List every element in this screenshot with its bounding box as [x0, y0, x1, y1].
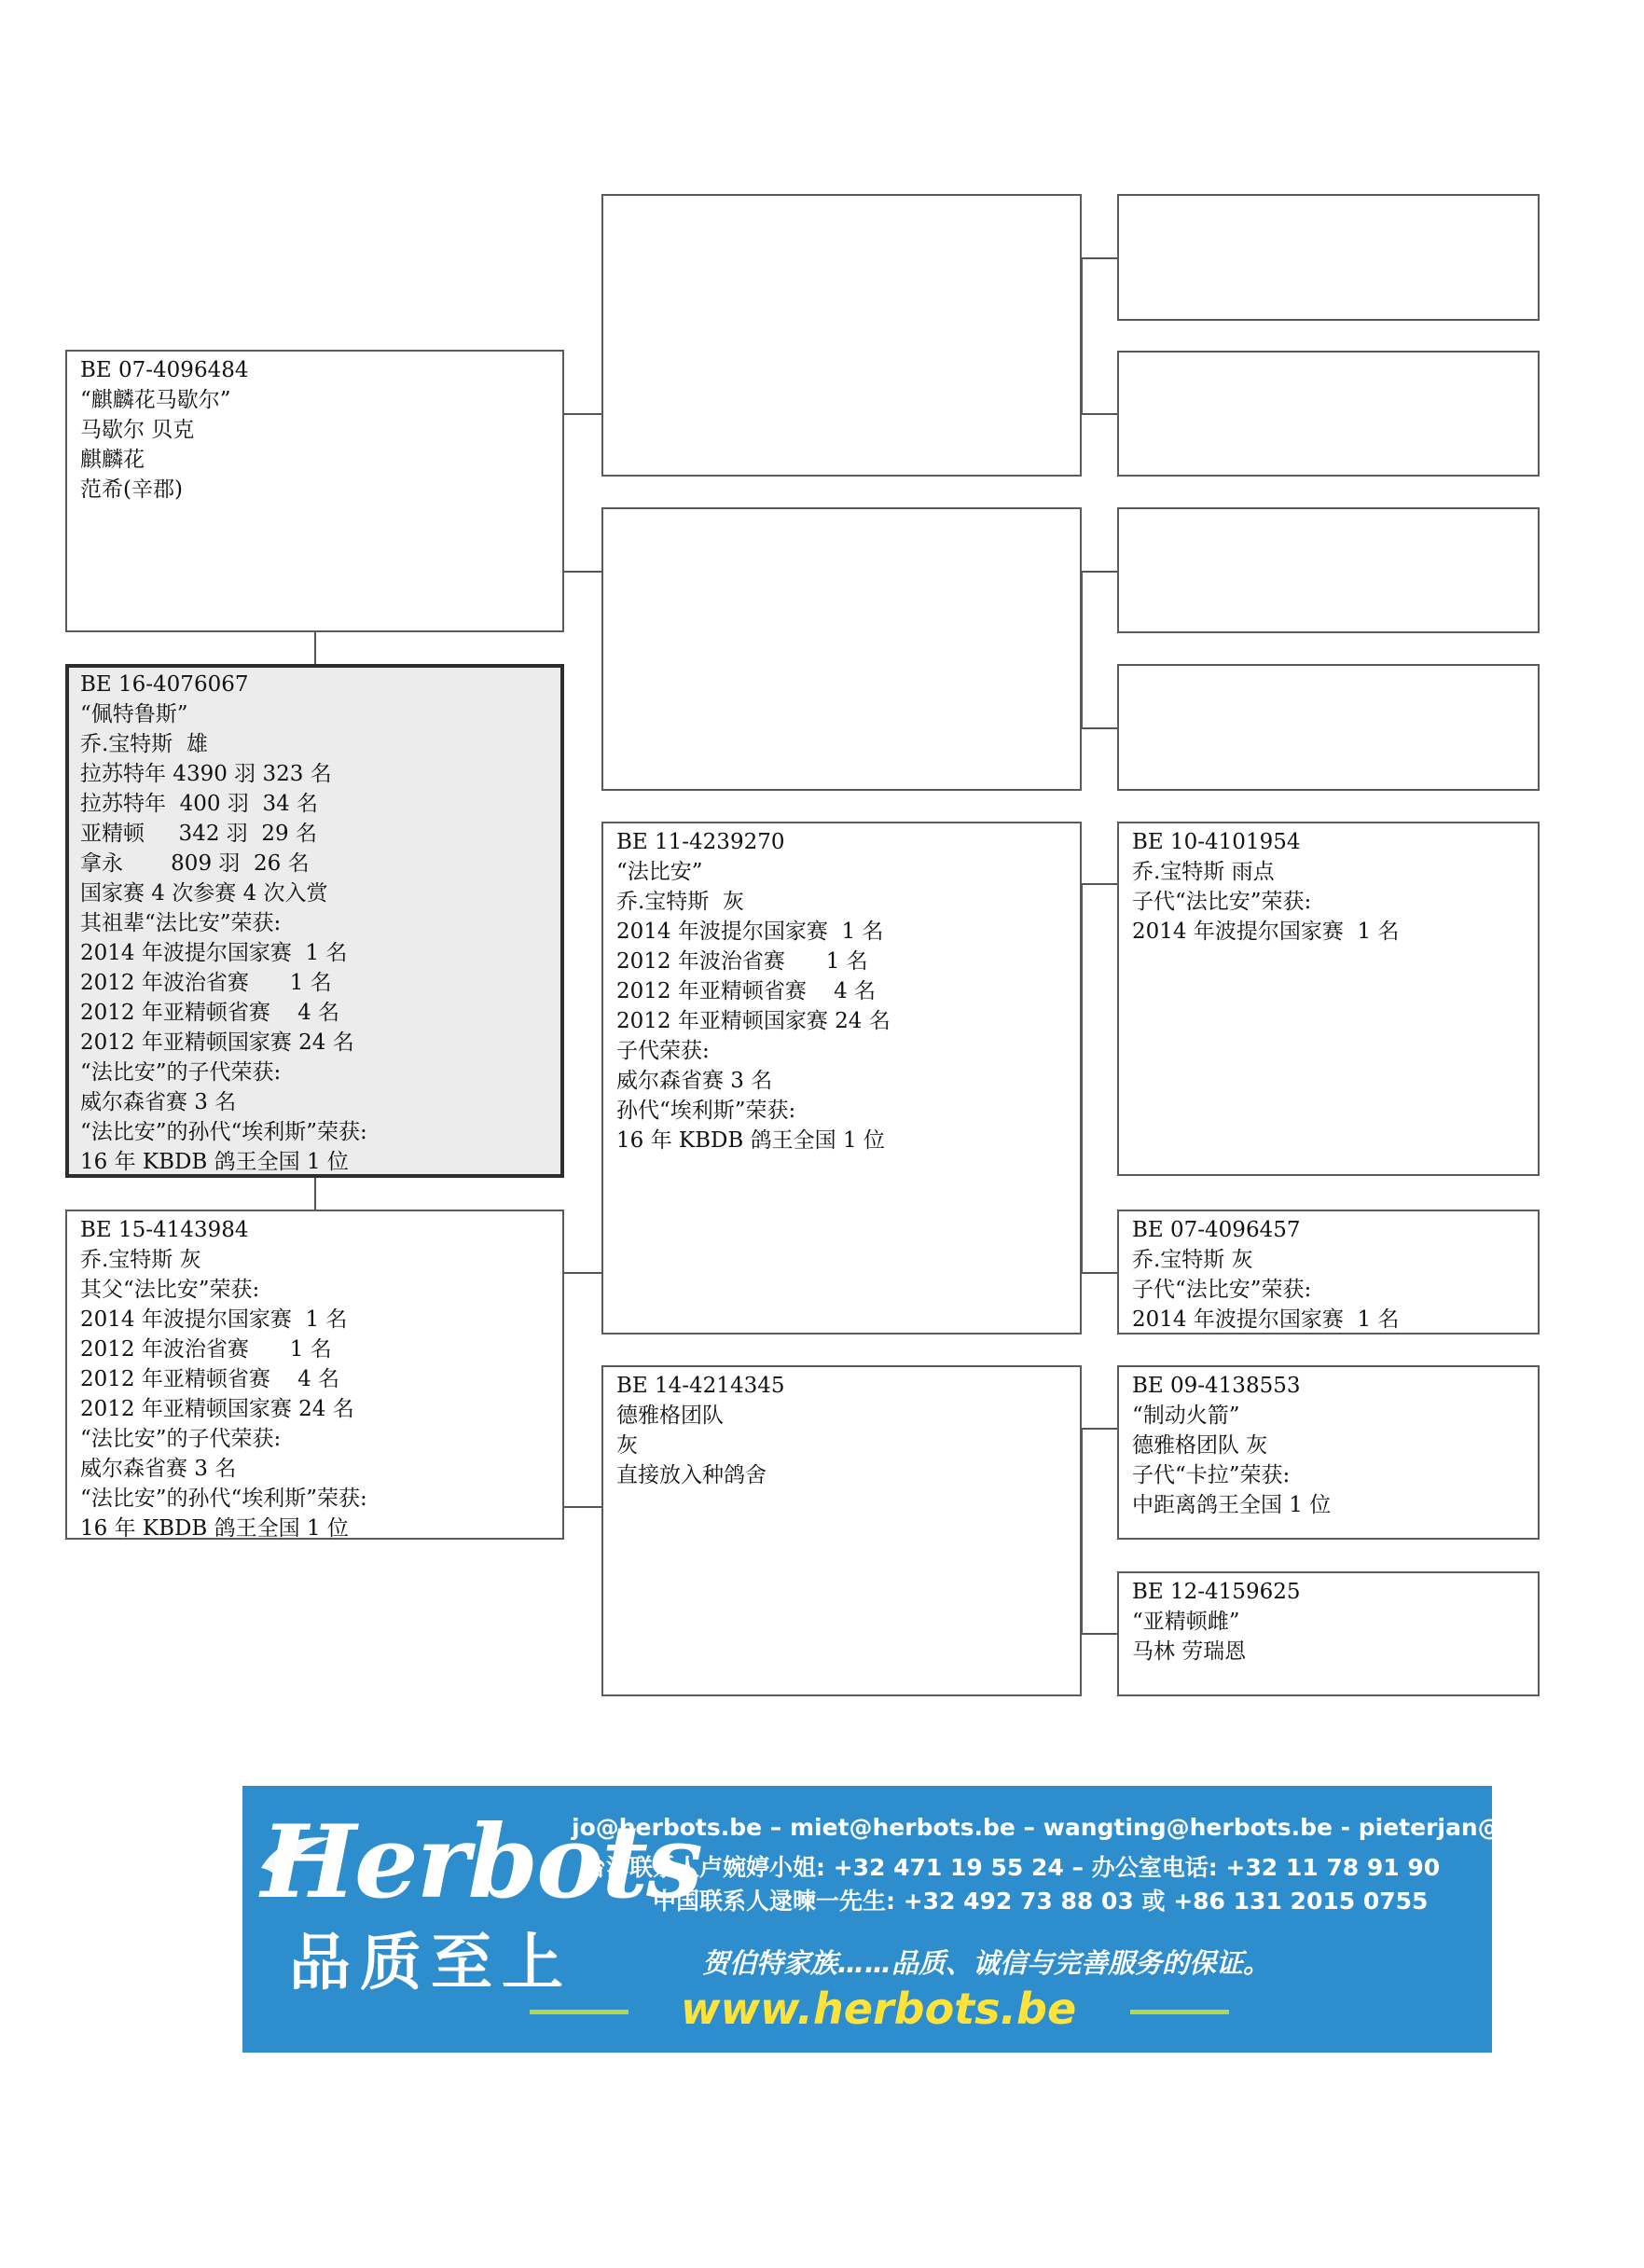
dam-sire-card — [601, 822, 1082, 1335]
connector-sire-gp — [563, 413, 602, 415]
card-line: 子代荣获: — [616, 1039, 710, 1063]
sire-sire-card — [601, 194, 1082, 477]
card-line: 孙代“埃利斯”荣获: — [616, 1099, 796, 1123]
banner-emails: jo@herbots.be – miet@herbots.be – wangting@herbots.be - pieterjan@herbots.be — [572, 1814, 1644, 1841]
card-line: 马歇尔 贝克 — [80, 418, 195, 442]
herbots-logo: Herbots — [261, 1804, 701, 1921]
card-line: 2012 年波治省赛 1 名 — [80, 1337, 332, 1362]
card-line: 马林 劳瑞恩 — [1132, 1639, 1247, 1664]
card-line: 16 年 KBDB 鸽王全国 1 位 — [80, 1150, 349, 1174]
card-line: 威尔森省赛 3 名 — [80, 1090, 237, 1114]
card-line: 灰 — [616, 1433, 638, 1458]
sire-dam-card — [601, 507, 1082, 791]
card-line: 拉苏特年 400 羽 34 名 — [80, 792, 319, 816]
connector-ggp2 — [1081, 413, 1118, 415]
herbots-banner — [242, 1786, 1644, 2053]
card-line: 2012 年亚精顿省赛 4 名 — [616, 979, 877, 1003]
card-line: 2012 年亚精顿省赛 4 名 — [80, 1367, 340, 1391]
ring-number: BE 14-4214345 — [616, 1374, 785, 1398]
sire-card — [65, 350, 564, 632]
connector-sire-subject — [314, 631, 316, 665]
card-line: 2014 年波提尔国家赛 1 名 — [1132, 1307, 1400, 1332]
card-line: 2012 年亚精顿省赛 4 名 — [80, 1001, 340, 1025]
card-line: 乔.宝特斯 雨点 — [1132, 860, 1275, 884]
ggp-card-2 — [1117, 351, 1540, 477]
ring-number: BE 10-4101954 — [1132, 830, 1301, 854]
card-line: “制动火箭” — [1132, 1404, 1240, 1428]
card-line: 乔.宝特斯 灰 — [1132, 1248, 1253, 1272]
card-line: 麒麟花 — [80, 448, 145, 472]
connector-ggp7 — [1081, 1428, 1118, 1430]
banner-slogan: 品质至上 — [289, 1927, 573, 1998]
connector-ggp8 — [1081, 1633, 1118, 1635]
banner-motto: 贺伯特家族……品质、诚信与完善服务的保证。 — [702, 1947, 1271, 1979]
card-line: “法比安”的孙代“埃利斯”荣获: — [80, 1120, 367, 1144]
banner-divider-right — [1130, 2010, 1229, 2014]
card-line: “法比安”的子代荣获: — [80, 1427, 282, 1451]
ggp-card-8 — [1117, 1571, 1540, 1696]
ring-number: BE 09-4138553 — [1132, 1374, 1301, 1398]
card-line: 德雅格团队 灰 — [1132, 1433, 1268, 1458]
connector-ggp6 — [1081, 1272, 1118, 1274]
connector-dam-gp-dam — [563, 1506, 602, 1508]
connector-ggp4 — [1081, 727, 1118, 729]
card-line: 2014 年波提尔国家赛 1 名 — [80, 1307, 348, 1332]
banner-website-link[interactable]: www.herbots.be — [681, 1984, 1077, 2034]
connector-ggp3 — [1081, 571, 1118, 573]
ring-number: BE 12-4159625 — [1132, 1580, 1301, 1604]
connector-subject-dam — [314, 1177, 316, 1210]
card-line: 乔.宝特斯 灰 — [616, 890, 744, 914]
card-line: 2012 年亚精顿国家赛 24 名 — [616, 1009, 891, 1033]
card-line: 子代“法比安”荣获: — [1132, 1278, 1312, 1302]
ggp-card-1 — [1117, 194, 1540, 321]
card-line: “佩特鲁斯” — [80, 702, 188, 726]
card-line: 2012 年波治省赛 1 名 — [616, 949, 868, 974]
banner-china-contact: 中国联系人逯暕一先生: +32 492 73 88 03 或 +86 131 2015 0755 — [653, 1888, 1429, 1915]
card-line: 2012 年亚精顿国家赛 24 名 — [80, 1397, 354, 1421]
card-line: 2014 年波提尔国家赛 1 名 — [1132, 920, 1400, 944]
card-line: 2014 年波提尔国家赛 1 名 — [616, 920, 884, 944]
card-line: 2014 年波提尔国家赛 1 名 — [80, 941, 348, 965]
card-line: “法比安”的子代荣获: — [80, 1060, 282, 1085]
card-line: 2012 年波治省赛 1 名 — [80, 971, 332, 995]
connector-dam-gp — [563, 1272, 602, 1274]
ggp-card-3 — [1117, 507, 1540, 633]
card-line: 子代“卡拉”荣获: — [1132, 1463, 1291, 1487]
banner-divider-left — [530, 2010, 629, 2014]
banner-taiwan-contact: 台湾联系人卢婉婷小姐: +32 471 19 55 24 – 办公室电话: +32 11 78 91 90 — [583, 1854, 1441, 1881]
card-line: “法比安” — [616, 860, 703, 884]
ring-number: BE 07-4096484 — [80, 358, 249, 382]
card-line: 子代“法比安”荣获: — [1132, 890, 1312, 914]
connector-ggp1 — [1081, 257, 1118, 259]
ggp-card-5 — [1117, 822, 1540, 1176]
ring-number: BE 07-4096457 — [1132, 1218, 1301, 1242]
card-line: 16 年 KBDB 鸽王全国 1 位 — [616, 1128, 885, 1153]
ggp-card-6 — [1117, 1210, 1540, 1335]
card-line: 拉苏特年 4390 羽 323 名 — [80, 762, 332, 786]
card-line: 拿永 809 羽 26 名 — [80, 851, 310, 876]
dam-dam-card — [601, 1365, 1082, 1696]
ring-number: BE 15-4143984 — [80, 1218, 249, 1242]
card-line: 中距离鸽王全国 1 位 — [1132, 1493, 1332, 1517]
connector-sire-gp-dam — [563, 571, 602, 573]
ggp-card-4 — [1117, 664, 1540, 791]
card-line: 德雅格团队 — [616, 1404, 724, 1428]
card-line: 16 年 KBDB 鸽王全国 1 位 — [80, 1516, 349, 1541]
card-line: 亚精顿 342 羽 29 名 — [80, 822, 317, 846]
card-line: 其祖辈“法比安”荣获: — [80, 911, 282, 935]
subject-pigeon-card — [65, 664, 564, 1178]
card-line: “法比安”的孙代“埃利斯”荣获: — [80, 1487, 367, 1511]
card-line: 威尔森省赛 3 名 — [616, 1069, 773, 1093]
card-line: 乔.宝特斯 灰 — [80, 1248, 201, 1272]
card-line: 直接放入种鸽舍 — [616, 1463, 767, 1487]
ring-number: BE 11-4239270 — [616, 830, 785, 854]
card-line: “麒麟花马歇尔” — [80, 388, 231, 412]
card-line: 2012 年亚精顿国家赛 24 名 — [80, 1030, 354, 1055]
card-line: 范希(辛郡) — [80, 477, 183, 502]
card-line: 威尔森省赛 3 名 — [80, 1457, 237, 1481]
card-line: “亚精顿雌” — [1132, 1610, 1240, 1634]
connector-ggp5 — [1081, 883, 1118, 885]
card-line: 其父“法比安”荣获: — [80, 1278, 260, 1302]
card-line: 国家赛 4 次参赛 4 次入赏 — [80, 881, 328, 906]
ggp-card-7 — [1117, 1365, 1540, 1540]
ring-number: BE 16-4076067 — [80, 672, 249, 697]
card-line: 乔.宝特斯 雄 — [80, 732, 208, 756]
dam-card — [65, 1210, 564, 1540]
